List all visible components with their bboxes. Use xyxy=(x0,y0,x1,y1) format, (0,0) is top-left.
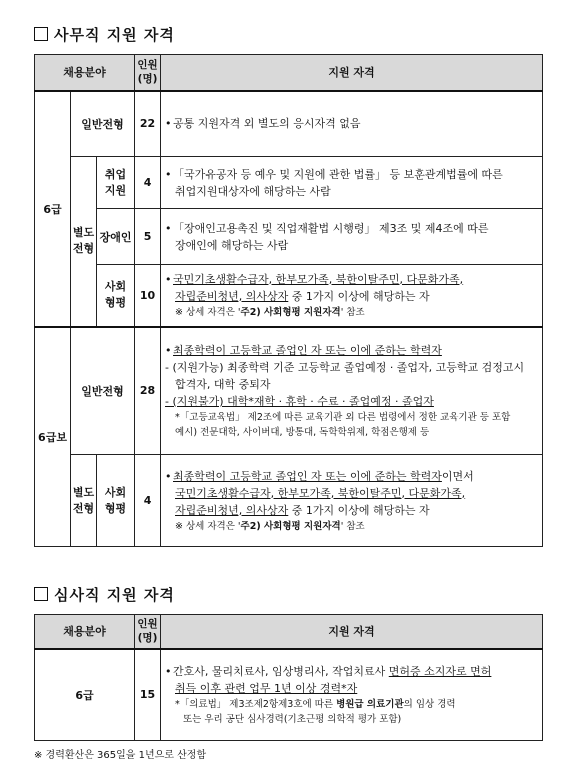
general-b-requirement: • 최종학력이 고등학교 졸업인 자 또는 이에 준하는 학력자 - (지원가능) 최종학력 기준 고등학교 졸업예정 · 졸업자, 고등학교 검정고시 합격자, 대학 중퇴자 - (지원불가) 대학*재학 · 휴학 · 수료 · 졸업예정 · 졸업자 *「고등교육법」 제2조에 따른 교육기관 외 다른 법령에서 정한 교육기관 등 포함 예시) 전문대학, 사이버대, 방통대, 독학학위제, 학점은행제 등 xyxy=(161,327,543,455)
header-count-2: 인원 (명) xyxy=(135,615,161,649)
review-qualification-table xyxy=(34,614,543,741)
social-b-label: 사회 형평 xyxy=(97,455,135,547)
header-requirement: 지원 자격 xyxy=(161,55,543,91)
disabled-requirement: • 「장애인고용촉진 및 직업재활법 시행령」 제3조 및 제4조에 따른 장애인에 해당하는 사람 xyxy=(161,209,543,265)
review-grade-6-label: 6급 xyxy=(35,649,135,741)
footnote: ※ 경력환산은 365일을 1년으로 산정함 xyxy=(34,750,207,761)
header-field: 채용분야 xyxy=(35,55,135,91)
separate-label: 별도 전형 xyxy=(71,157,97,327)
employ-requirement: • 「국가유공자 등 예우 및 지원에 관한 법률」 등 보훈관계법률에 따른 취업지원대상자에 해당하는 사람 xyxy=(161,157,543,209)
checkbox-square-icon xyxy=(34,587,48,601)
review-count: 15 xyxy=(135,649,161,741)
employ-label: 취업 지원 xyxy=(97,157,135,209)
general-requirement: • 공통 지원자격 외 별도의 응시자격 없음 xyxy=(161,91,543,157)
checkbox-square-icon xyxy=(34,27,48,41)
general-b-label: 일반전형 xyxy=(71,327,135,455)
social-b-count: 4 xyxy=(135,455,161,547)
header-field-2: 채용분야 xyxy=(35,615,135,649)
social-requirement: • 국민기초생활수급자, 한부모가족, 북한이탈주민, 다문화가족, 자립준비청년, 의사상자 중 1가지 이상에 해당하는 자 ※ 상세 자격은 '주2) 사회형평 지원자격' 참조 xyxy=(161,265,543,327)
disabled-label: 장애인 xyxy=(97,209,135,265)
review-requirement: • 간호사, 물리치료사, 임상병리사, 작업치료사 면허증 소지자로 면허 취득 이후 관련 업무 1년 이상 경력*자 *「의료법」 제3조제2항제3호에 따른 병원급 의료기관의 임상 경력 또는 우리 공단 심사경력(기초근평 의학적 평가 포함) xyxy=(161,649,543,741)
general-count: 22 xyxy=(135,91,161,157)
general-b-count: 28 xyxy=(135,327,161,455)
section1-title: 사무직 지원 자격 xyxy=(34,24,175,45)
employ-count: 4 xyxy=(135,157,161,209)
social-b-requirement: • 최종학력이 고등학교 졸업인 자 또는 이에 준하는 학력자이면서 국민기초생활수급자, 한부모가족, 북한이탈주민, 다문화가족, 자립준비청년, 의사상자 중 1가지 이상에 해당하는 자 ※ 상세 자격은 '주2) 사회형평 지원자격' 참조 xyxy=(161,455,543,547)
grade-6b-label: 6급보 xyxy=(35,327,71,547)
disabled-count: 5 xyxy=(135,209,161,265)
header-count: 인원 (명) xyxy=(135,55,161,91)
social-count: 10 xyxy=(135,265,161,327)
section2-title: 심사직 지원 자격 xyxy=(34,584,175,605)
separate-b-label: 별도 전형 xyxy=(71,455,97,547)
grade-6-label: 6급 xyxy=(35,91,71,327)
header-requirement-2: 지원 자격 xyxy=(161,615,543,649)
general-label: 일반전형 xyxy=(71,91,135,157)
social-label: 사회 형평 xyxy=(97,265,135,327)
office-qualification-table xyxy=(34,54,543,547)
